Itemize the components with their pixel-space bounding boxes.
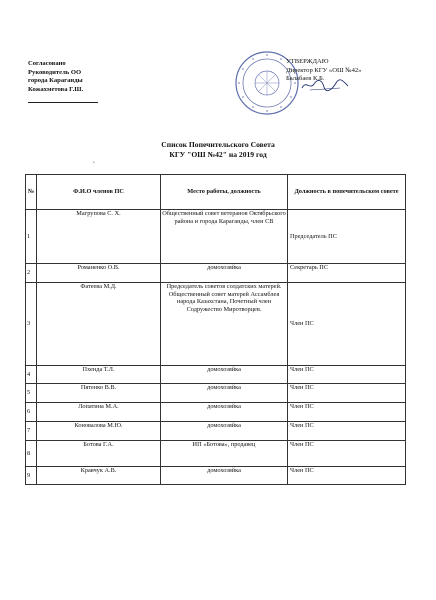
- row-role: Член ПС: [288, 384, 406, 403]
- row-role: Член ПС: [288, 283, 406, 366]
- row-role: Секретарь ПС: [288, 264, 406, 283]
- row-name: Пхенда Т.Л.: [37, 366, 161, 384]
- signature-icon: [300, 78, 350, 92]
- agreed-signature-line: [28, 94, 98, 103]
- approved-line-3: Балабаев К.Б.: [286, 75, 325, 83]
- row-name: Романенко О.В.: [37, 264, 161, 283]
- row-workplace: домохозяйка: [161, 422, 288, 441]
- header-role: Должность в попечительском совете: [288, 175, 406, 210]
- row-role: Член ПС: [288, 403, 406, 422]
- title-line-2: КГУ "ОШ №42" на 2019 год: [169, 150, 267, 159]
- row-name: Коновалова М.Ю.: [37, 422, 161, 441]
- stray-mark: •: [93, 161, 95, 166]
- row-number: 4: [26, 366, 37, 384]
- row-role: Член ПС: [288, 422, 406, 441]
- row-number: 8: [26, 441, 37, 467]
- table-row: [26, 441, 406, 467]
- row-role: Член ПС: [288, 366, 406, 384]
- row-number: 6: [26, 403, 37, 422]
- row-workplace: Общественный совет ветеранов Октябрьского района и города Караганды, член СВ: [161, 210, 288, 264]
- row-workplace: ИП «Ботова», продавец: [161, 441, 288, 467]
- table-row: [26, 366, 406, 384]
- row-workplace: домохозяйка: [161, 366, 288, 384]
- row-number: 1: [26, 210, 37, 264]
- row-role: Член ПС: [288, 441, 406, 467]
- row-number: 2: [26, 264, 37, 283]
- row-workplace: домохозяйка: [161, 467, 288, 485]
- row-role: Председатель ПС: [288, 210, 406, 264]
- row-number: 7: [26, 422, 37, 441]
- table-row: [26, 283, 406, 366]
- document-title: [0, 140, 436, 160]
- table-row: [26, 384, 406, 403]
- row-name: Ботова Г.А.: [37, 441, 161, 467]
- approved-line-2: Директор КГУ «ОШ №42»: [286, 66, 362, 74]
- agreed-line-2: Руководитель ОО: [28, 68, 82, 76]
- row-workplace: домохозяйка: [161, 403, 288, 422]
- table-header-row: [26, 175, 406, 210]
- agreed-block: [28, 60, 98, 103]
- title-line-1: Список Попечительского Совета: [161, 140, 275, 149]
- row-number: 3: [26, 283, 37, 366]
- header-workplace: Место работы, должность: [161, 175, 288, 210]
- row-number: 5: [26, 384, 37, 403]
- approved-line-1: УТВЕРЖДАЮ: [286, 58, 329, 65]
- table-row: [26, 467, 406, 485]
- members-table: [25, 174, 406, 485]
- header-number: №: [26, 175, 37, 210]
- table-row: [26, 403, 406, 422]
- row-workplace: домохозяйка: [161, 384, 288, 403]
- table-row: [26, 264, 406, 283]
- row-number: 9: [26, 467, 37, 485]
- row-name: Кравчук А.В.: [37, 467, 161, 485]
- agreed-line-1: Согласовано: [28, 60, 66, 67]
- row-name: Фатеева М.Д.: [37, 283, 161, 366]
- row-workplace: Председатель советов солдатских матерей. Общественный совет матерей Ассамблея народа Казахстана, Почетный член Содружество Миротворцев.: [161, 283, 288, 366]
- row-workplace: домохозяйка: [161, 264, 288, 283]
- table-row: [26, 422, 406, 441]
- row-name: Лопатина М.А.: [37, 403, 161, 422]
- agreed-line-3: города Караганды: [28, 77, 83, 85]
- agreed-line-4: Кожахметова Г.Ш.: [28, 85, 84, 93]
- row-name: Пятенко В.В.: [37, 384, 161, 403]
- row-name: Магрупова С. Х.: [37, 210, 161, 264]
- row-role: Член ПС: [288, 467, 406, 485]
- header-name: Ф.И.О членов ПС: [37, 175, 161, 210]
- table-row: [26, 210, 406, 264]
